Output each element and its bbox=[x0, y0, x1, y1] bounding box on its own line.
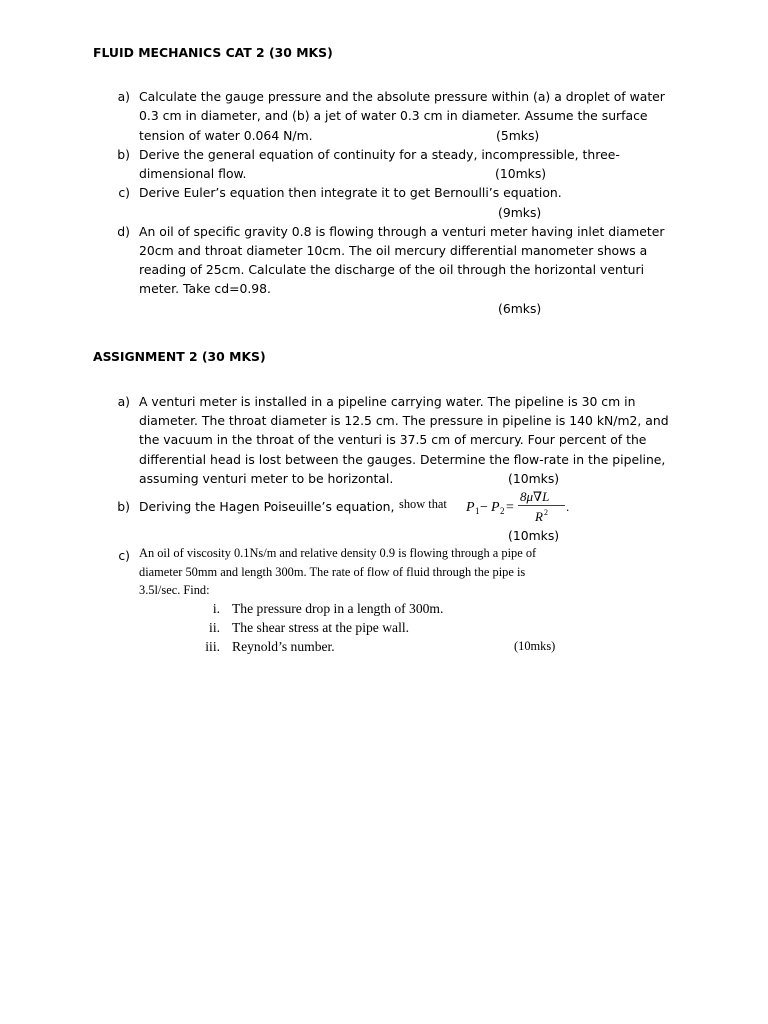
eq-minus: − bbox=[480, 500, 488, 515]
question-text-line: tension of water 0.064 N/m. bbox=[139, 128, 313, 143]
question-text-line: Derive the general equation of continuity for a steady, incompressible, three- bbox=[139, 147, 620, 162]
question-text-line: A venturi meter is installed in a pipeline carrying water. The pipeline is 30 cm in bbox=[139, 394, 636, 409]
marks-label: (10mks) bbox=[508, 528, 560, 543]
question-label: b) bbox=[117, 499, 130, 514]
eq-sub2: 2 bbox=[500, 506, 505, 516]
subquestion-text: Reynold’s number. bbox=[232, 639, 335, 654]
marks-label: (9mks) bbox=[498, 205, 542, 220]
question-label: b) bbox=[117, 147, 130, 162]
question-text-line: dimensional flow. bbox=[139, 166, 247, 181]
eq-p1: P bbox=[466, 500, 475, 515]
question-text-line: An oil of specific gravity 0.8 is flowing through a venturi meter having inlet diameter bbox=[139, 224, 665, 239]
subquestion-text: The shear stress at the pipe wall. bbox=[232, 620, 410, 635]
question-text-line: diameter. The throat diameter is 12.5 cm. The pressure in pipeline is 140 kN/m2, and bbox=[139, 413, 669, 428]
question-label: d) bbox=[117, 224, 130, 239]
marks-label: (10mks) bbox=[495, 166, 547, 181]
question-text-line: 0.3 cm in diameter, and (b) a jet of water 0.3 cm in diameter. Assume the surface bbox=[139, 108, 648, 123]
marks-label: (10mks) bbox=[508, 471, 560, 486]
marks-label: (5mks) bbox=[496, 128, 540, 143]
question-label: a) bbox=[117, 394, 130, 409]
assignment-heading: ASSIGNMENT 2 (30 MKS) bbox=[93, 349, 266, 364]
question-text-line: the vacuum in the throat of the venturi is 37.5 cm of mercury. Four percent of the bbox=[139, 432, 647, 447]
eq-period: . bbox=[566, 499, 570, 514]
subquestion-label: ii. bbox=[209, 620, 220, 635]
question-label: a) bbox=[117, 89, 130, 104]
question-text-line: assuming venturi meter to be horizontal. bbox=[139, 471, 394, 486]
eq-p2: P bbox=[491, 500, 500, 515]
question-text-line: meter. Take cd=0.98. bbox=[139, 281, 271, 296]
question-text-line: Derive Euler’s equation then integrate it to get Bernoulli’s equation. bbox=[139, 185, 562, 200]
eq-numerator: 8μ∇L bbox=[520, 490, 550, 504]
marks-label: (10mks) bbox=[514, 639, 556, 653]
question-text-line: 20cm and throat diameter 10cm. The oil mercury differential manometer shows a bbox=[139, 243, 648, 258]
hagen-poiseuille-equation bbox=[466, 490, 576, 526]
question-text-line: differential head is lost between the gauges. Determine the flow-rate in the pipeline, bbox=[139, 452, 666, 467]
cat-heading: FLUID MECHANICS CAT 2 (30 MKS) bbox=[93, 45, 333, 60]
eq-den-exponent: 2 bbox=[544, 508, 548, 517]
subquestion-text: The pressure drop in a length of 300m. bbox=[232, 601, 444, 616]
question-text-line: reading of 25cm. Calculate the discharge of the oil through the horizontal venturi bbox=[139, 262, 645, 277]
marks-label: (6mks) bbox=[498, 301, 542, 316]
eq-sub1: 1 bbox=[475, 506, 480, 516]
question-text-line: 3.5l/sec. Find: bbox=[139, 583, 210, 597]
eq-denominator: R bbox=[535, 509, 543, 524]
eq-equals: = bbox=[506, 500, 514, 515]
subquestion-label: i. bbox=[212, 601, 220, 616]
question-label: c) bbox=[118, 548, 130, 563]
question-text-line: Calculate the gauge pressure and the absolute pressure within (a) a droplet of water bbox=[139, 89, 665, 104]
question-text-line: Deriving the Hagen Poiseuille’s equation, bbox=[139, 499, 395, 514]
question-label: c) bbox=[118, 185, 130, 200]
question-text-line: diameter 50mm and length 300m. The rate of flow of fluid through the pipe is bbox=[139, 565, 526, 579]
subquestion-label: iii. bbox=[205, 639, 220, 654]
show-that-text: show that bbox=[399, 497, 447, 511]
question-text-line: An oil of viscosity 0.1Ns/m and relative density 0.9 is flowing through a pipe of bbox=[139, 546, 537, 560]
